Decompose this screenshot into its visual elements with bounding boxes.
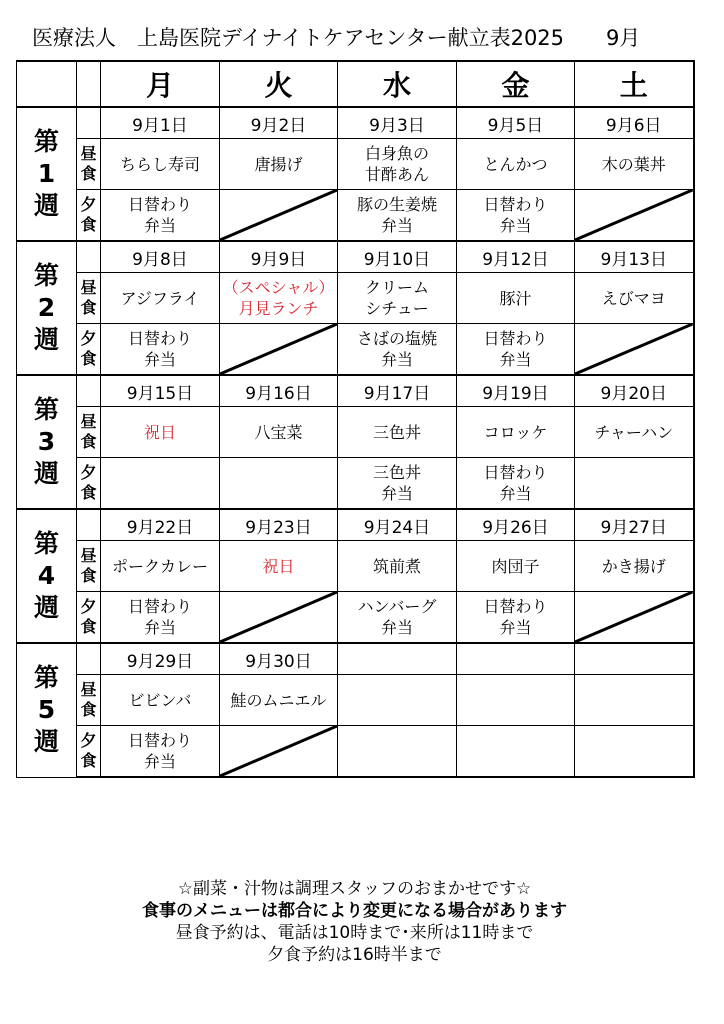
lunch-cell: えびマヨ (575, 273, 694, 324)
dinner-cell: 三色丼 弁当 (338, 458, 457, 510)
dinner-label: 夕 食 (77, 592, 101, 644)
day-header: 月 (101, 61, 220, 107)
corner-cell (17, 61, 77, 107)
date-cell: 9月20日 (575, 375, 694, 407)
blank-cell (77, 107, 101, 139)
lunch-row (17, 407, 694, 458)
date-cell: 9月5日 (457, 107, 575, 139)
lunch-cell (338, 675, 457, 726)
dinner-cell (220, 324, 338, 376)
date-cell: 9月6日 (575, 107, 694, 139)
lunch-cell: 白身魚の 甘酢あん (338, 139, 457, 190)
blank-cell (77, 509, 101, 541)
lunch-cell: 三色丼 (338, 407, 457, 458)
dinner-cell: 日替わり 弁当 (457, 190, 575, 242)
dinner-label: 夕 食 (77, 324, 101, 376)
dinner-label: 夕 食 (77, 190, 101, 242)
notes (16, 878, 693, 966)
lunch-cell: アジフライ (101, 273, 220, 324)
dinner-label: 夕 食 (77, 458, 101, 510)
lunch-label: 昼 食 (77, 273, 101, 324)
dinner-cell: 日替わり 弁当 (457, 458, 575, 510)
week-label: 第 2 週 (17, 241, 77, 375)
unavailable-slash (220, 726, 337, 776)
week-label: 第 4 週 (17, 509, 77, 643)
dinner-cell (101, 458, 220, 510)
lunch-cell: 筑前煮 (338, 541, 457, 592)
lunch-cell: 鮭のムニエル (220, 675, 338, 726)
date-cell (338, 643, 457, 675)
day-header: 火 (220, 61, 338, 107)
corner-cell (77, 61, 101, 107)
lunch-label: 昼 食 (77, 541, 101, 592)
day-header: 土 (575, 61, 694, 107)
date-cell: 9月19日 (457, 375, 575, 407)
lunch-cell: 肉団子 (457, 541, 575, 592)
unavailable-slash (575, 592, 693, 642)
header-row (17, 61, 694, 107)
date-cell: 9月9日 (220, 241, 338, 273)
lunch-cell: ポークカレー (101, 541, 220, 592)
dinner-row (17, 458, 694, 510)
date-cell: 9月29日 (101, 643, 220, 675)
lunch-cell: とんかつ (457, 139, 575, 190)
lunch-cell: （スペシャル） 月見ランチ (220, 273, 338, 324)
week-label: 第 3 週 (17, 375, 77, 509)
date-cell (575, 643, 694, 675)
lunch-cell: コロッケ (457, 407, 575, 458)
dinner-cell: さばの塩焼 弁当 (338, 324, 457, 376)
date-cell: 9月13日 (575, 241, 694, 273)
day-header: 金 (457, 61, 575, 107)
lunch-cell: 祝日 (220, 541, 338, 592)
blank-cell (77, 375, 101, 407)
unavailable-slash (220, 190, 337, 240)
dinner-cell (220, 592, 338, 644)
dinner-cell: 日替わり 弁当 (101, 592, 220, 644)
lunch-cell (457, 675, 575, 726)
lunch-row (17, 139, 694, 190)
note-line: 昼食予約は、電話は10時まで･来所は11時まで (175, 923, 534, 943)
blank-cell (77, 643, 101, 675)
date-cell: 9月3日 (338, 107, 457, 139)
lunch-row (17, 541, 694, 592)
dinner-cell (338, 726, 457, 778)
dinner-row (17, 324, 694, 376)
dinner-row (17, 726, 694, 778)
note-line: ☆副菜・汁物は調理スタッフのおまかせです☆ (177, 879, 532, 899)
lunch-cell: チャーハン (575, 407, 694, 458)
date-cell: 9月22日 (101, 509, 220, 541)
date-cell: 9月10日 (338, 241, 457, 273)
dinner-cell: 日替わり 弁当 (457, 592, 575, 644)
lunch-cell: 豚汁 (457, 273, 575, 324)
dinner-cell (220, 458, 338, 510)
dinner-cell: 豚の生姜焼 弁当 (338, 190, 457, 242)
lunch-cell: 木の葉丼 (575, 139, 694, 190)
date-row (17, 509, 694, 541)
lunch-cell: 唐揚げ (220, 139, 338, 190)
note-line: 食事のメニューは都合により変更になる場合があります (142, 901, 567, 921)
week-label: 第 5 週 (17, 643, 77, 777)
date-cell: 9月26日 (457, 509, 575, 541)
dinner-cell: 日替わり 弁当 (101, 324, 220, 376)
unavailable-slash (575, 190, 693, 240)
dinner-cell (457, 726, 575, 778)
note-line: 夕食予約は16時半まで (267, 945, 442, 965)
lunch-row (17, 675, 694, 726)
dinner-cell: 日替わり 弁当 (457, 324, 575, 376)
lunch-label: 昼 食 (77, 407, 101, 458)
dinner-row (17, 592, 694, 644)
date-cell: 9月23日 (220, 509, 338, 541)
lunch-cell: 祝日 (101, 407, 220, 458)
page-title: 医療法人 上島医院デイナイトケアセンター献立表2025 9月 (32, 26, 641, 50)
unavailable-slash (220, 324, 337, 374)
unavailable-slash (575, 324, 693, 374)
lunch-cell: ビビンバ (101, 675, 220, 726)
date-cell: 9月24日 (338, 509, 457, 541)
unavailable-slash (220, 592, 337, 642)
dinner-cell (575, 726, 694, 778)
date-row (17, 375, 694, 407)
day-header: 水 (338, 61, 457, 107)
dinner-cell: 日替わり 弁当 (101, 726, 220, 778)
date-cell: 9月17日 (338, 375, 457, 407)
date-cell: 9月1日 (101, 107, 220, 139)
dinner-cell: ハンバーグ 弁当 (338, 592, 457, 644)
dinner-cell (575, 324, 694, 376)
lunch-cell (575, 675, 694, 726)
week-label: 第 1 週 (17, 107, 77, 241)
lunch-cell: 八宝菜 (220, 407, 338, 458)
dinner-cell (575, 592, 694, 644)
date-row (17, 241, 694, 273)
dinner-label: 夕 食 (77, 726, 101, 778)
date-row (17, 643, 694, 675)
dinner-cell: 日替わり 弁当 (101, 190, 220, 242)
dinner-row (17, 190, 694, 242)
dinner-cell (575, 458, 694, 510)
menu-table (16, 60, 695, 778)
date-cell: 9月15日 (101, 375, 220, 407)
lunch-cell: かき揚げ (575, 541, 694, 592)
lunch-cell: クリーム シチュー (338, 273, 457, 324)
date-cell: 9月12日 (457, 241, 575, 273)
date-cell: 9月30日 (220, 643, 338, 675)
lunch-cell: ちらし寿司 (101, 139, 220, 190)
lunch-label: 昼 食 (77, 139, 101, 190)
date-cell: 9月2日 (220, 107, 338, 139)
blank-cell (77, 241, 101, 273)
lunch-row (17, 273, 694, 324)
dinner-cell (220, 726, 338, 778)
date-cell: 9月27日 (575, 509, 694, 541)
date-cell (457, 643, 575, 675)
date-cell: 9月16日 (220, 375, 338, 407)
dinner-cell (575, 190, 694, 242)
lunch-label: 昼 食 (77, 675, 101, 726)
date-row (17, 107, 694, 139)
dinner-cell (220, 190, 338, 242)
date-cell: 9月8日 (101, 241, 220, 273)
